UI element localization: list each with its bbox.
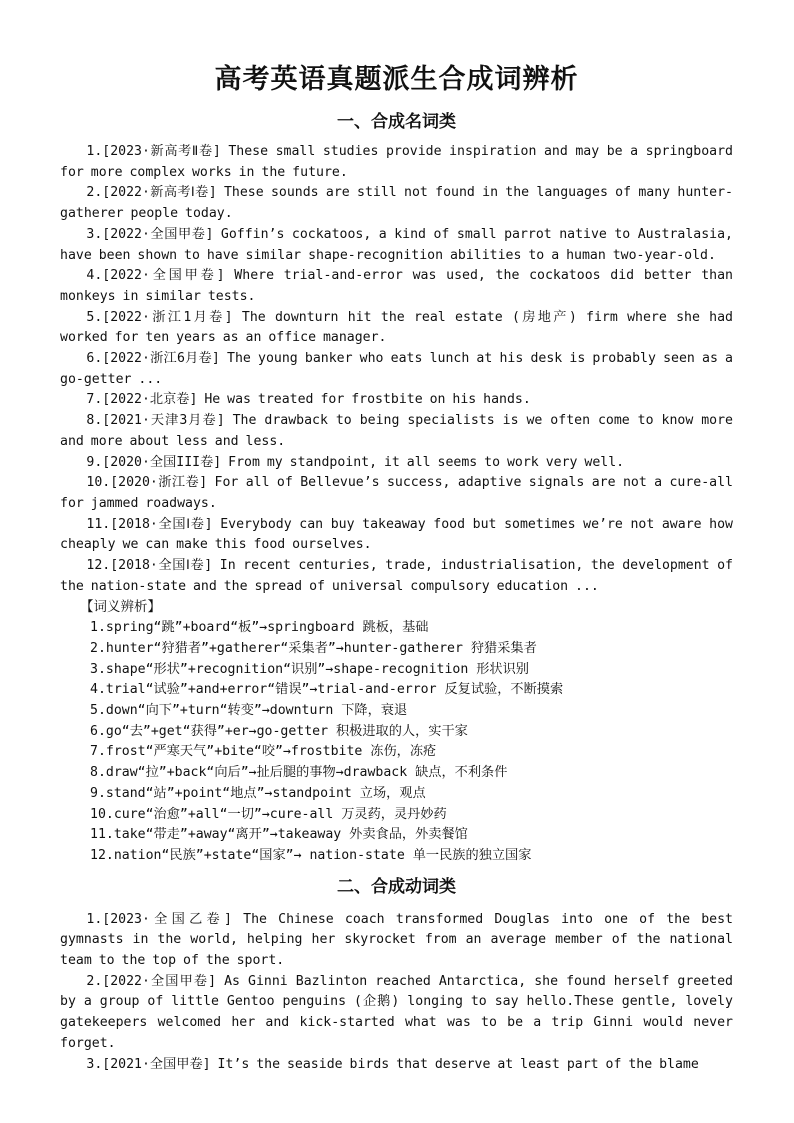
- document-title: 高考英语真题派生合成词辨析: [214, 64, 579, 95]
- section-heading-compound-nouns: 一、合成名词类: [337, 112, 456, 132]
- section1-sentences: [60, 142, 733, 597]
- analysis-item: 10.cure“治愈”+all“一切”→cure-all 万灵药，灵丹妙药: [90, 806, 447, 822]
- example-sentence: 3.[2022·全国甲卷] Goffin’s cockatoos, a kind of small parrot native to Australasia, have been shown to have similar shape-recognition abilities to a human two-year-old.: [60, 226, 733, 263]
- example-sentence: 7.[2022·北京卷] He was treated for frostbite on his hands.: [86, 392, 531, 408]
- analysis-item: 9.stand“站”+point“地点”→standpoint 立场，观点: [90, 785, 426, 801]
- analysis-item: 11.take“带走”+away“离开”→takeaway 外卖食品，外卖餐馆: [90, 827, 468, 843]
- analysis-item: 3.shape“形状”+recognition“识别”→shape-recognition 形状识别: [90, 661, 529, 677]
- example-sentence: 11.[2018·全国Ⅰ卷] Everybody can buy takeaway food but sometimes we’re not aware how cheaply we can make this food ourselves.: [60, 516, 733, 553]
- example-sentence: 5.[2022·浙江1月卷] The downturn hit the real estate (房地产) firm where she had worked for ten years as an office manager.: [60, 309, 733, 346]
- example-sentence: 4.[2022·全国甲卷] Where trial-and-error was used, the cockatoos did better than monkeys in similar tests.: [60, 268, 733, 304]
- analysis-item: 1.spring“跳”+board“板”→springboard 跳板，基础: [90, 620, 429, 636]
- example-sentence: 8.[2021·天津3月卷] The drawback to being specialists is we often come to know more and more about less and less.: [60, 413, 733, 449]
- analysis-item: 4.trial“试验”+and+error“错误”→trial-and-error 反复试验，不断摸索: [90, 682, 564, 698]
- section2-sentences: [60, 910, 733, 1076]
- word-analysis-list: [60, 618, 733, 866]
- example-sentence: 3.[2021·全国甲卷] It’s the seaside birds that deserve at least part of the blame: [86, 1056, 699, 1072]
- analysis-item: 7.frost“严寒天气”+bite“咬”→frostbite 冻伤，冻疮: [90, 744, 437, 760]
- example-sentence: 2.[2022·新高考Ⅰ卷] These sounds are still not found in the languages of many hunter-gatherer people today.: [60, 185, 733, 222]
- analysis-item: 6.go“去”+get“获得”+er→go-getter 积极进取的人，实干家: [90, 723, 468, 739]
- section-heading-compound-verbs: 二、合成动词类: [337, 876, 456, 897]
- analysis-item: 5.down“向下”+turn“转变”→downturn 下降，衰退: [90, 702, 408, 718]
- example-sentence: 1.[2023·新高考Ⅱ卷] These small studies provide inspiration and may be a springboard for more complex works in the future.: [60, 144, 733, 180]
- example-sentence: 12.[2018·全国Ⅰ卷] In recent centuries, trade, industrialisation, the development of the nation-state and the spread of universal compulsory education ...: [60, 558, 733, 594]
- analysis-item: 8.draw“拉”+back“向后”→扯后腿的事物→drawback 缺点，不利条件: [90, 765, 508, 781]
- analysis-item: 2.hunter“狩猎者”+gatherer“采集者”→hunter-gatherer 狩猎采集者: [90, 640, 537, 656]
- example-sentence: 6.[2022·浙江6月卷] The young banker who eats lunch at his desk is probably seen as a go-getter ...: [60, 351, 733, 387]
- analysis-item: 12.nation“民族”+state“国家”→ nation-state 单一民族的独立国家: [90, 847, 532, 863]
- example-sentence: 1.[2023·全国乙卷] The Chinese coach transformed Douglas into one of the best gymnasts in the world, helping her skyrocket from an average member of the national team to the top of the sport.: [60, 911, 733, 969]
- analysis-heading: 【词义辨析】: [80, 599, 161, 616]
- document-page: [60, 62, 733, 1075]
- example-sentence: 10.[2020·浙江卷] For all of Bellevue’s success, adaptive signals are not a cure-all for jammed roadways.: [60, 475, 733, 511]
- example-sentence: 2.[2022·全国甲卷] As Ginni Bazlinton reached Antarctica, she found herself greeted by a group of little Gentoo penguins (企鹅) longing to say hello.These gentle, lovely gatekeepers welcomed her and kick-started what was to be a trip Ginni would never forget.: [60, 973, 733, 1051]
- example-sentence: 9.[2020·全国III卷] From my standpoint, it all seems to work very well.: [86, 454, 625, 470]
